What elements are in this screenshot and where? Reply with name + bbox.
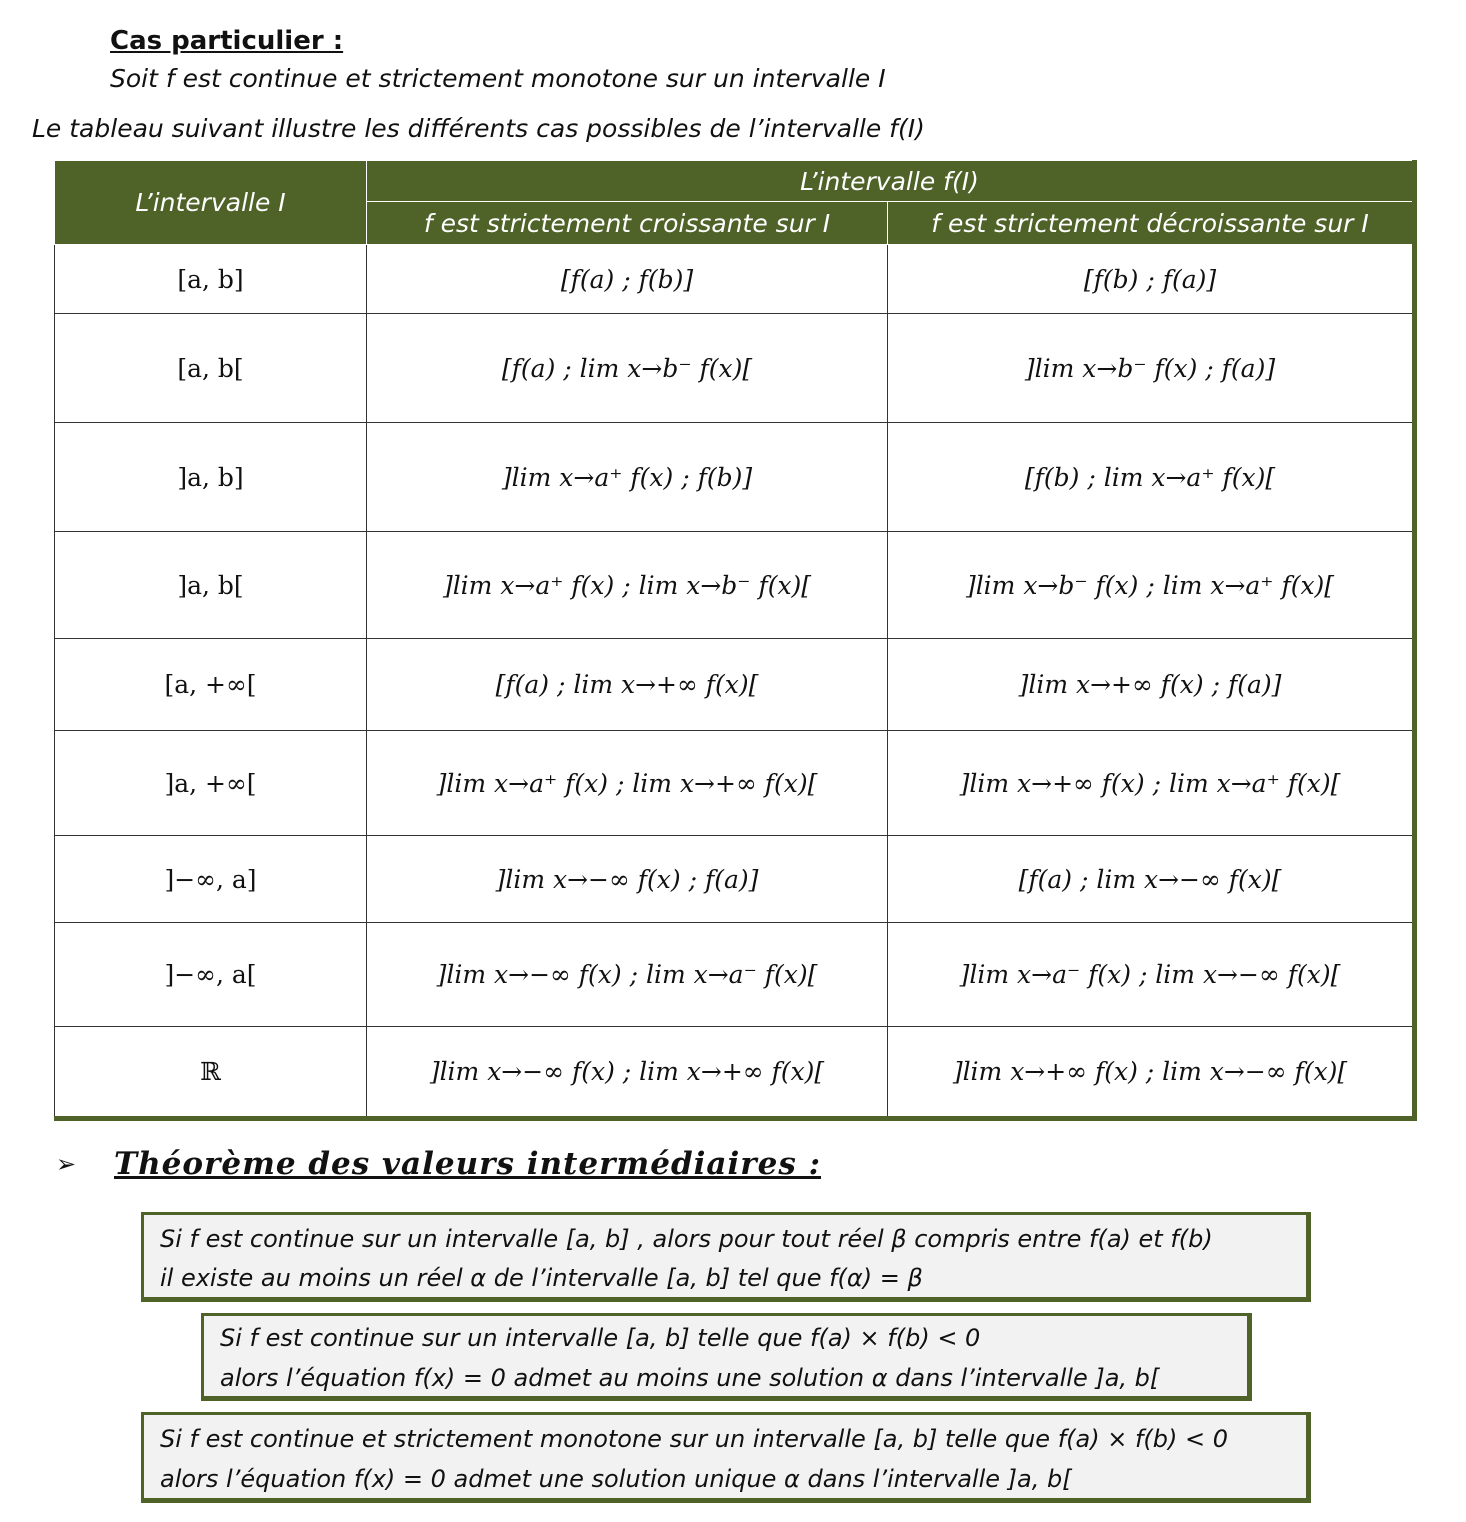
decreasing-cell: [f(a) ; lim x→−∞ f(x)[ [888,836,1415,923]
table-row [55,731,1415,836]
increasing-cell: [f(a) ; lim x→+∞ f(x)[ [367,639,888,731]
table-row [55,1027,1415,1119]
increasing-cell: [f(a) ; lim x→b⁻ f(x)[ [367,314,888,423]
interval-cell: ]a, b] [55,423,367,532]
theorem-heading: Théorème des valeurs intermédiaires : [114,1146,822,1182]
table-row [55,923,1415,1027]
theorem-box-3 [141,1412,1311,1503]
theorem-box-3-line-2: alors l’équation f(x) = 0 admet une solution unique α dans l’intervalle ]a, b[ [160,1465,1072,1493]
decreasing-cell: ]lim x→a⁻ f(x) ; lim x→−∞ f(x)[ [888,923,1415,1027]
table-row [55,423,1415,532]
theorem-box-3-line-1: Si f est continue et strictement monotone sur un intervalle [a, b] telle que f(a) × f(b) < 0 [160,1425,1228,1453]
decreasing-cell: ]lim x→b⁻ f(x) ; lim x→a⁺ f(x)[ [888,532,1415,639]
increasing-cell: ]lim x→−∞ f(x) ; f(a)] [367,836,888,923]
decreasing-cell: ]lim x→b⁻ f(x) ; f(a)] [888,314,1415,423]
theorem-box-2 [201,1313,1252,1401]
interval-cell: [a, b[ [55,314,367,423]
table-row [55,639,1415,731]
col-interval-header: L’intervalle I [55,161,367,245]
increasing-cell: [f(a) ; f(b)] [367,245,888,314]
table-row [55,314,1415,423]
interval-cell: ]a, b[ [55,532,367,639]
increasing-cell: ]lim x→−∞ f(x) ; lim x→+∞ f(x)[ [367,1027,888,1119]
intervals-table [54,160,1417,1121]
increasing-cell: ]lim x→a⁺ f(x) ; lim x→b⁻ f(x)[ [367,532,888,639]
col-group-header: L’intervalle f(I) [367,161,1415,202]
decreasing-cell: [f(b) ; f(a)] [888,245,1415,314]
interval-cell: [a, b] [55,245,367,314]
theorem-box-2-line-2: alors l’équation f(x) = 0 admet au moins une solution α dans l’intervalle ]a, b[ [220,1364,1160,1392]
decreasing-cell: [f(b) ; lim x→a⁺ f(x)[ [888,423,1415,532]
increasing-cell: ]lim x→a⁺ f(x) ; lim x→+∞ f(x)[ [367,731,888,836]
decreasing-cell: ]lim x→+∞ f(x) ; f(a)] [888,639,1415,731]
interval-cell: ℝ [55,1027,367,1119]
interval-cell: [a, +∞[ [55,639,367,731]
col-increasing-header: f est strictement croissante sur I [367,202,888,245]
table-row [55,532,1415,639]
table-row [55,245,1415,314]
theorem-box-1-line-1: Si f est continue sur un intervalle [a, b] , alors pour tout réel β compris entre f(a) et f(b) [160,1225,1213,1253]
arrow-bullet-icon: ➢ [56,1150,77,1178]
interval-cell: ]−∞, a[ [55,923,367,1027]
increasing-cell: ]lim x→a⁺ f(x) ; f(b)] [367,423,888,532]
theorem-box-2-line-1: Si f est continue sur un intervalle [a, b] telle que f(a) × f(b) < 0 [220,1324,981,1352]
increasing-cell: ]lim x→−∞ f(x) ; lim x→a⁻ f(x)[ [367,923,888,1027]
section-title: Cas particulier : [110,26,344,56]
interval-cell: ]−∞, a] [55,836,367,923]
theorem-box-1 [141,1212,1311,1302]
col-decreasing-header: f est strictement décroissante sur I [888,202,1415,245]
hypothesis-text: Soit f est continue et strictement monotone sur un intervalle I [110,64,886,93]
decreasing-cell: ]lim x→+∞ f(x) ; lim x→−∞ f(x)[ [888,1027,1415,1119]
decreasing-cell: ]lim x→+∞ f(x) ; lim x→a⁺ f(x)[ [888,731,1415,836]
table-row [55,836,1415,923]
interval-cell: ]a, +∞[ [55,731,367,836]
intro-text: Le tableau suivant illustre les différents cas possibles de l’intervalle f(I) [32,114,925,143]
theorem-box-1-line-2: il existe au moins un réel α de l’intervalle [a, b] tel que f(α) = β [160,1264,923,1292]
